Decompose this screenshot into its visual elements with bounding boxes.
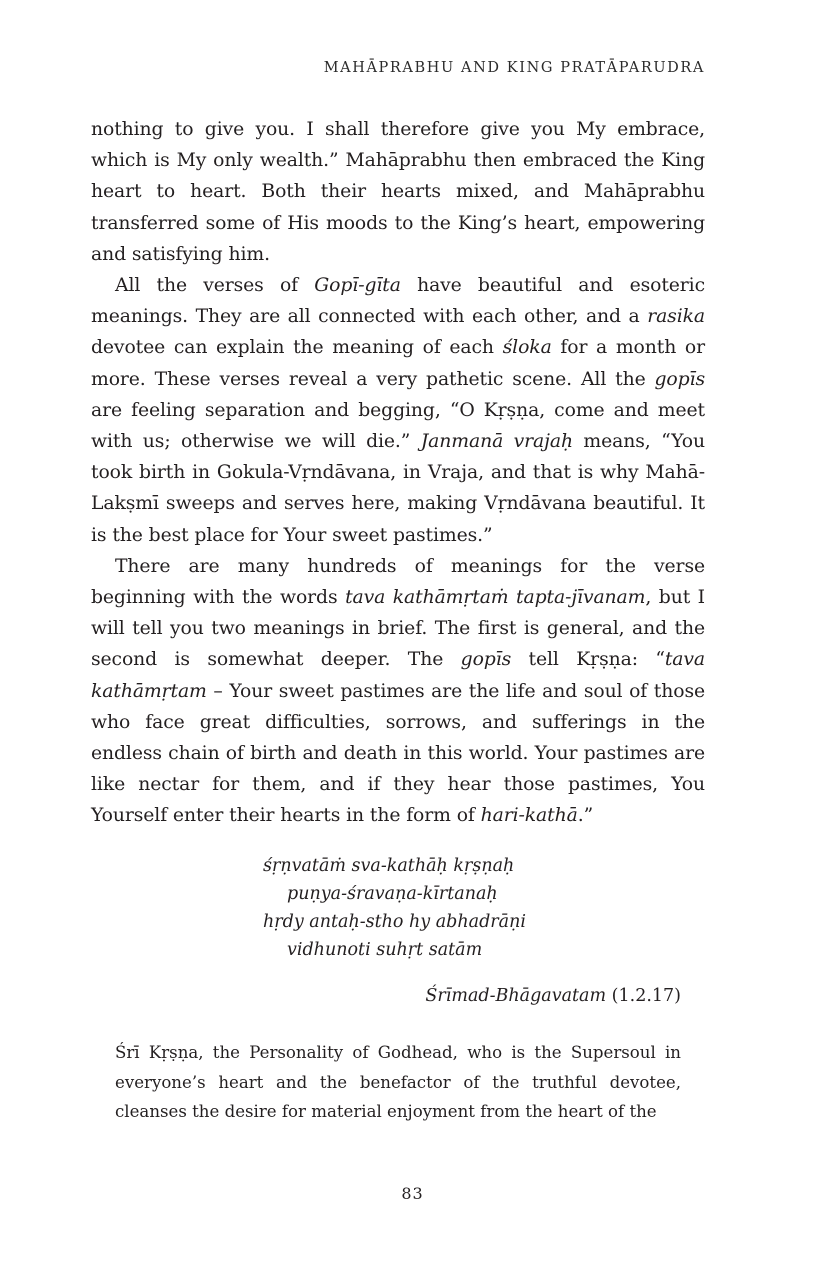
verse-translation: Śrī Kṛṣṇa, the Personality of Godhead, who is the Supersoul in everyone’s heart and the benefactor of the truthful devotee, cleanses the desire for material enjoyment from the heart of the xyxy=(115,1043,681,1121)
body-text xyxy=(91,114,705,832)
sanskrit-verse xyxy=(263,852,526,964)
paragraph-1: nothing to give you. I shall therefore give you My embrace, which is My only wealth.” Mahāprabhu then embraced the King heart to heart. Both their hearts mixed, and Mahāprabhu transferred some of His moods to the King’s heart, empowering and satisfying him. xyxy=(91,119,705,265)
paragraph-2: All the verses of Gopī-gīta have beautiful and esoteric meanings. They are all connected with each other, and a rasika devotee can explain the meaning of each śloka for a month or more. These verses reveal a very pathetic scene. All the gopīs are feeling separation and begging, “O Kṛṣṇa, come and meet with us; otherwise we will die.” Janmanā vrajaḥ means, “You took birth in Gokula-Vṛndāvana, in Vraja, and that is why Mahā-Lakṣmī sweeps and serves here, making Vṛndāvana beautiful. It is the best place for Your sweet pastimes.” xyxy=(91,275,705,546)
verse-line: hṛdy antaḥ-stho hy abhadrāṇi xyxy=(263,912,526,932)
paragraph-3: There are many hundreds of meanings for the verse beginning with the words tava kathāmṛtaṁ tapta-jīvanam, but I will tell you two meanings in brief. The first is general, and the second is somewhat deeper. The gopīs tell Kṛṣṇa: “tava kathāmṛtam – Your sweet pastimes are the life and soul of those who face great difficulties, sorrows, and sufferings in the endless chain of birth and death in this world. Your pastimes are like nectar for them, and if they hear those pastimes, You Yourself enter their hearts in the form of hari-kathā.” xyxy=(91,555,705,827)
page-number: 83 xyxy=(401,1184,424,1203)
verse-line: vidhunoti suhṛt satām xyxy=(287,940,483,960)
verse-citation: Śrīmad-Bhāgavatam (1.2.17) xyxy=(425,986,681,1006)
verse-line: puṇya-śravaṇa-kīrtanaḥ xyxy=(287,884,498,904)
running-head: MAHĀPRABHU AND KING PRATĀPARUDRA xyxy=(323,60,705,76)
verse-line: śṛṇvatāṁ sva-kathāḥ kṛṣṇaḥ xyxy=(263,856,515,876)
